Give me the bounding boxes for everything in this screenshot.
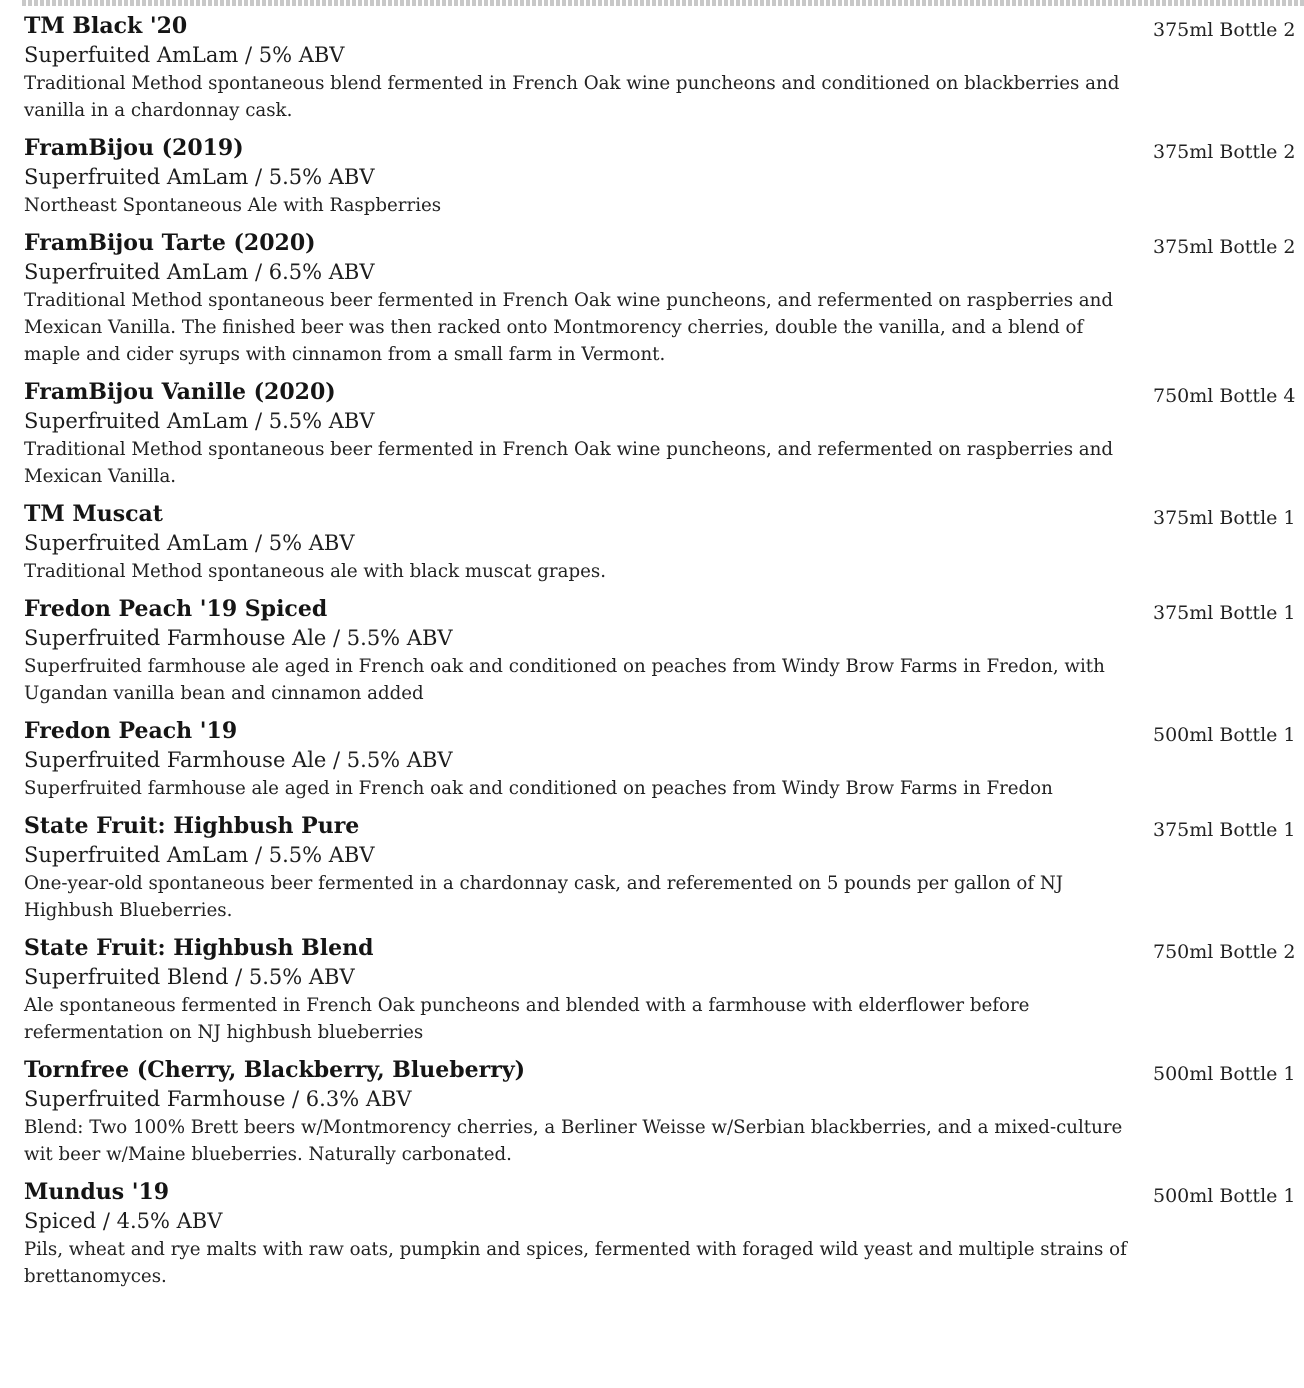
item-format-price: 375ml Bottle 1	[1153, 819, 1296, 841]
item-description: Traditional Method spontaneous ale with black muscat grapes.	[24, 561, 606, 582]
item-format-price: 750ml Bottle 2	[1153, 941, 1296, 963]
item-name: FramBijou Tarte (2020)	[24, 230, 316, 256]
item-name: TM Muscat	[24, 501, 163, 527]
menu-item-tm-muscat	[24, 500, 1304, 595]
item-style-abv: Superfruited Farmhouse Ale / 5.5% ABV	[24, 626, 453, 650]
beer-menu-list	[24, 12, 1304, 1300]
item-name: State Fruit: Highbush Blend	[24, 935, 374, 961]
item-description: One-year-old spontaneous beer fermented in a chardonnay cask, and referemented on 5 pounds per gallon of NJ Highbush Blueberries.	[24, 873, 1064, 921]
item-format-price: 750ml Bottle 4	[1153, 385, 1296, 407]
item-format-price: 375ml Bottle 1	[1153, 602, 1296, 624]
item-style-abv: Superfuited AmLam / 5% ABV	[24, 43, 345, 67]
item-format-price: 375ml Bottle 2	[1153, 236, 1296, 258]
menu-item-fredon-peach-spiced	[24, 595, 1304, 717]
item-description: Traditional Method spontaneous beer fermented in French Oak wine puncheons, and refermented on raspberries and Mexican Vanilla. The finished beer was then racked onto Montmorency cherries, double the vanilla, and a blend of maple and cider syrups with cinnamon from a small farm in Vermont.	[24, 290, 1114, 365]
item-style-abv: Superfruited Farmhouse Ale / 5.5% ABV	[24, 748, 453, 772]
item-description: Traditional Method spontaneous blend fermented in French Oak wine puncheons and conditioned on blackberries and vanilla in a chardonnay cask.	[24, 73, 1120, 121]
item-format-price: 375ml Bottle 2	[1153, 141, 1296, 163]
menu-item-frambijou-tarte	[24, 229, 1304, 378]
item-style-abv: Superfruited Blend / 5.5% ABV	[24, 965, 355, 989]
item-style-abv: Superfruited AmLam / 6.5% ABV	[24, 260, 375, 284]
item-name: Fredon Peach '19	[24, 718, 238, 744]
item-format-price: 500ml Bottle 1	[1153, 1063, 1296, 1085]
item-style-abv: Superfruited AmLam / 5.5% ABV	[24, 409, 375, 433]
item-style-abv: Superfruited AmLam / 5.5% ABV	[24, 843, 375, 867]
menu-item-highbush-pure	[24, 812, 1304, 934]
item-description: Superfruited farmhouse ale aged in French oak and conditioned on peaches from Windy Brow Farms in Fredon	[24, 778, 1053, 799]
item-description: Ale spontaneous fermented in French Oak puncheons and blended with a farmhouse with elderflower before refermentation on NJ highbush blueberries	[24, 995, 1030, 1043]
item-name: Tornfree (Cherry, Blackberry, Blueberry)	[24, 1057, 526, 1083]
menu-item-frambijou-vanille	[24, 378, 1304, 500]
item-description: Pils, wheat and rye malts with raw oats, pumpkin and spices, fermented with foraged wild yeast and multiple strains of brettanomyces.	[24, 1239, 1127, 1287]
item-format-price: 500ml Bottle 1	[1153, 724, 1296, 746]
menu-item-fredon-peach	[24, 717, 1304, 812]
menu-item-tm-black	[24, 12, 1304, 134]
menu-item-frambijou-2019	[24, 134, 1304, 229]
item-description: Traditional Method spontaneous beer fermented in French Oak wine puncheons, and refermented on raspberries and Mexican Vanilla.	[24, 439, 1114, 487]
item-format-price: 375ml Bottle 1	[1153, 507, 1296, 529]
menu-item-highbush-blend	[24, 934, 1304, 1056]
item-style-abv: Superfruited Farmhouse / 6.3% ABV	[24, 1087, 412, 1111]
item-style-abv: Superfruited AmLam / 5% ABV	[24, 531, 355, 555]
item-format-price: 375ml Bottle 2	[1153, 19, 1296, 41]
item-name: Mundus '19	[24, 1179, 170, 1205]
menu-item-mundus	[24, 1178, 1304, 1300]
item-description: Blend: Two 100% Brett beers w/Montmorency cherries, a Berliner Weisse w/Serbian blackberries, and a mixed-culture wit beer w/Maine blueberries. Naturally carbonated.	[24, 1117, 1123, 1165]
item-style-abv: Spiced / 4.5% ABV	[24, 1209, 223, 1233]
item-name: Fredon Peach '19 Spiced	[24, 596, 328, 622]
item-description: Superfruited farmhouse ale aged in French oak and conditioned on peaches from Windy Brow Farms in Fredon, with Ugandan vanilla bean and cinnamon added	[24, 656, 1105, 704]
menu-item-tornfree	[24, 1056, 1304, 1178]
item-name: TM Black '20	[24, 13, 188, 39]
item-format-price: 500ml Bottle 1	[1153, 1185, 1296, 1207]
top-dotted-divider	[22, 0, 1304, 6]
item-style-abv: Superfruited AmLam / 5.5% ABV	[24, 165, 375, 189]
item-name: FramBijou Vanille (2020)	[24, 379, 336, 405]
item-description: Northeast Spontaneous Ale with Raspberries	[24, 195, 442, 216]
item-name: State Fruit: Highbush Pure	[24, 813, 360, 839]
item-name: FramBijou (2019)	[24, 135, 244, 161]
